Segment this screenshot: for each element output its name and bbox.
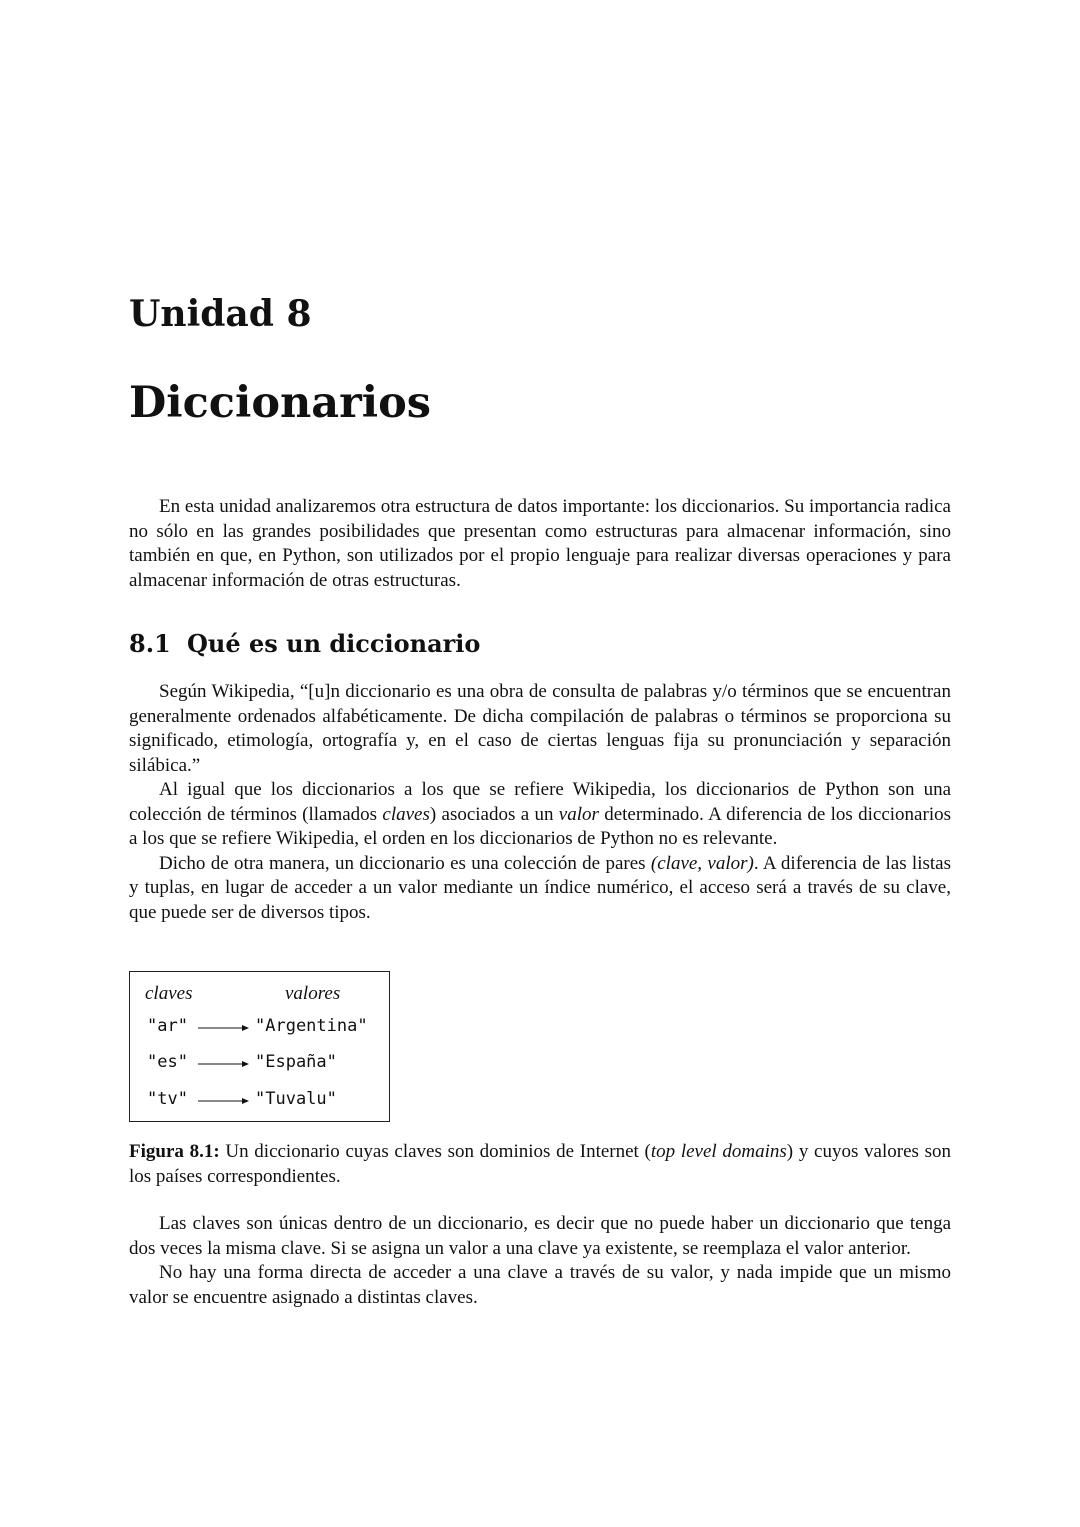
- section-body: [129, 680, 951, 925]
- section-number: 8.1: [129, 629, 171, 658]
- figure-value: "Argentina": [255, 1016, 368, 1036]
- text-run: . A diferencia de las listas y tuplas, en lugar de acceder a un valor mediante un índice numérico, el acceso será a través de su clave, que puede ser de diversos tipos.: [129, 852, 951, 923]
- figure-key: "ar": [147, 1016, 188, 1036]
- emphasis-clave-valor: (clave, valor): [650, 852, 754, 874]
- figure-row: [130, 1015, 389, 1039]
- right-arrow-icon: [198, 1023, 249, 1033]
- text-run: Un diccionario cuyas claves son dominios de Internet (: [219, 1141, 651, 1162]
- paragraph-pairs: [129, 852, 951, 926]
- figure-row: [130, 1088, 389, 1112]
- figure-key: "es": [147, 1052, 188, 1072]
- paragraph-value-lookup: No hay una forma directa de acceder a una clave a través de su valor, y nada impide que un mismo valor se encuentre asignado a distintas claves.: [129, 1262, 951, 1308]
- chapter-label: Unidad 8: [129, 293, 312, 335]
- figure-value: "Tuvalu": [255, 1089, 337, 1109]
- emphasis-top-level-domains: top level domains: [650, 1141, 787, 1162]
- caption-label: Figura 8.1:: [129, 1141, 220, 1162]
- text-run: determinado. A diferencia de los diccionarios a los que se refiere Wikipedia, el orden en los diccionarios de Python no es relevante.: [129, 803, 951, 849]
- paragraph-python-dictionaries: [129, 778, 951, 852]
- figure-row: [130, 1051, 389, 1075]
- paragraph-definition: Según Wikipedia, “[u]n diccionario es una obra de consulta de palabras y/o términos que se encuentran generalmente ordenados alfabéticamente. De dicha compilación de palabras o términos se proporciona su significado, etimología, ortografía y, en el caso de ciertas lenguas fija su pronunciación y separación silábica.”: [129, 681, 951, 776]
- figure-key: "tv": [147, 1089, 188, 1109]
- figure-values-header: valores: [285, 983, 341, 1004]
- text-run: Dicho de otra manera, un diccionario es una colección de pares: [159, 852, 651, 874]
- figure-caption: [129, 1140, 951, 1189]
- intro-paragraph: En esta unidad analizaremos otra estructura de datos importante: los diccionarios. Su importancia radica no sólo en las grandes posibilidades que presentan como estructuras para almacenar información, sino también en que, en Python, son utilizados por el propio lenguaje para realizar diversas operaciones y para almacenar información de otras estructuras.: [129, 496, 951, 591]
- figure-dictionary-diagram: [129, 971, 390, 1122]
- text-run: Al igual que los diccionarios a los que se refiere Wikipedia, los diccionarios de Python son una colección de términos (llamados: [129, 779, 951, 825]
- paragraph-unique-keys: Las claves son únicas dentro de un diccionario, es decir que no puede haber un diccionario que tenga dos veces la misma clave. Si se asigna un valor a una clave ya existente, se reemplaza el valor anterior.: [129, 1213, 951, 1259]
- emphasis-valor: valor: [558, 803, 599, 825]
- text-run: ) asociados a un: [429, 803, 559, 825]
- chapter-title: Diccionarios: [129, 378, 432, 428]
- intro-section: [129, 495, 951, 593]
- caption-paragraph: [129, 1140, 951, 1189]
- section-heading: [129, 629, 480, 659]
- closing-section: [129, 1212, 951, 1310]
- section-title: Qué es un diccionario: [187, 629, 481, 658]
- figure-value: "España": [255, 1052, 337, 1072]
- emphasis-claves: claves: [382, 803, 430, 825]
- right-arrow-icon: [198, 1059, 249, 1069]
- text-run: ) y cuyos valores son los países correspondientes.: [129, 1141, 952, 1187]
- figure-keys-header: claves: [145, 983, 193, 1004]
- right-arrow-icon: [198, 1096, 249, 1106]
